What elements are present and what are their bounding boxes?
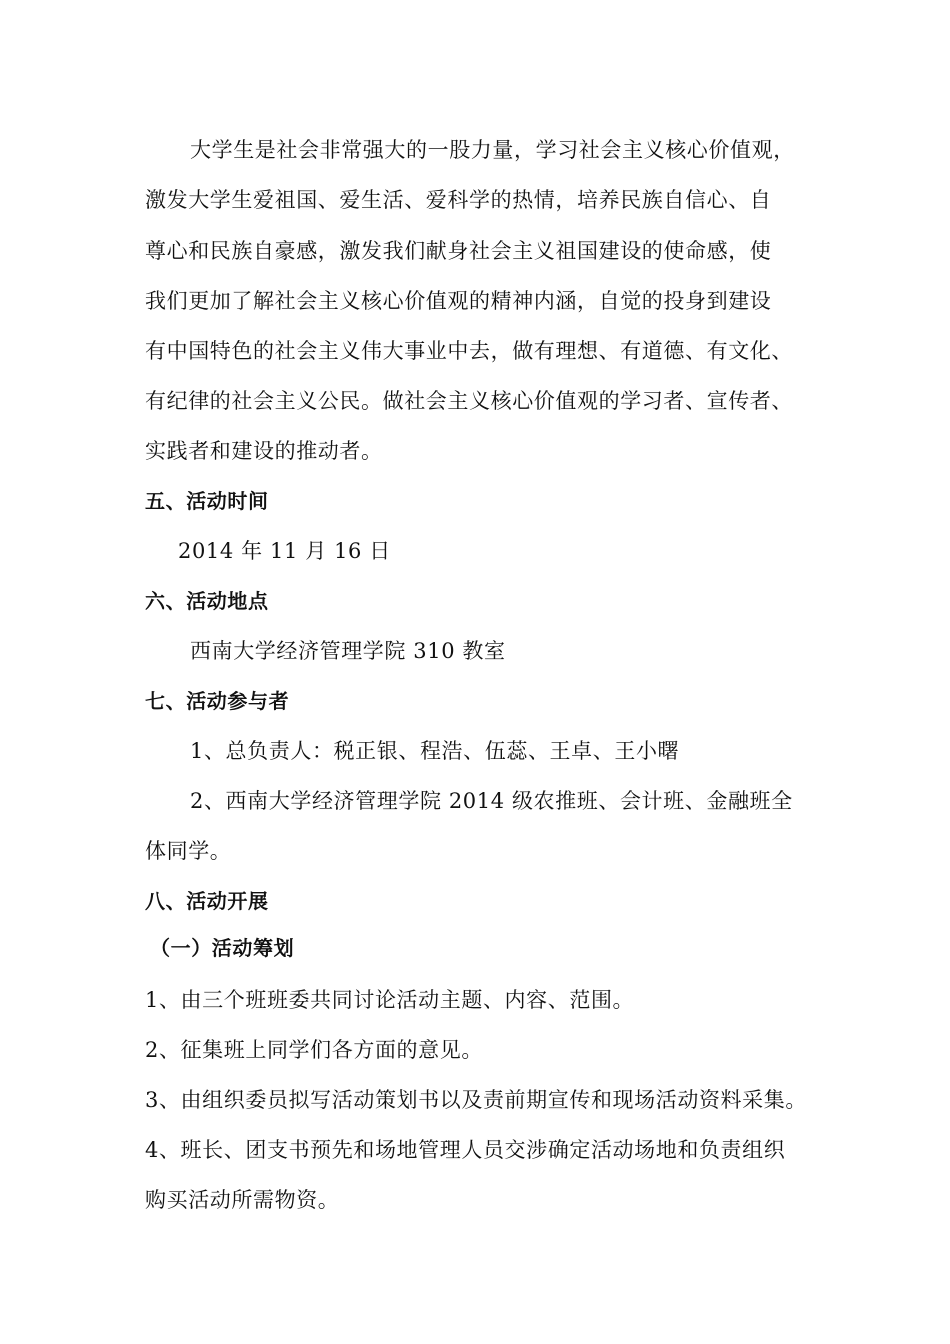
intro-line-5: 有中国特色的社会主义伟大事业中去，做有理想、有道德、有文化、: [145, 339, 793, 363]
planning-item-4-line-2: 购买活动所需物资。: [145, 1188, 340, 1212]
section-heading-time: 五、活动时间: [145, 489, 269, 513]
intro-line-2: 激发大学生爱祖国、爱生活、爱科学的热情，培养民族自信心、自: [145, 188, 772, 212]
participant-item-1: 1、总负责人：税正银、程浩、伍蕊、王卓、王小曙: [190, 739, 680, 763]
planning-item-4-line-1: 4、班长、团支书预先和场地管理人员交涉确定活动场地和负责组织: [145, 1138, 786, 1162]
participant-item-2-line-2: 体同学。: [145, 839, 232, 863]
participant-item-2-line-1: 2、西南大学经济管理学院 2014 级农推班、会计班、金融班全: [190, 789, 793, 813]
intro-line-4: 我们更加了解社会主义核心价值观的精神内涵，自觉的投身到建设: [145, 289, 772, 313]
intro-line-7: 实践者和建设的推动者。: [145, 439, 383, 463]
planning-item-2: 2、征集班上同学们各方面的意见。: [145, 1038, 483, 1062]
intro-line-6: 有纪律的社会主义公民。做社会主义核心价值观的学习者、宣传者、: [145, 389, 793, 413]
planning-item-3: 3、由组织委员拟写活动策划书以及责前期宣传和现场活动资料采集。: [145, 1088, 807, 1112]
activity-date: 2014 年 11 月 16 日: [178, 539, 391, 563]
section-heading-participants: 七、活动参与者: [145, 689, 290, 713]
activity-location: 西南大学经济管理学院 310 教室: [190, 639, 506, 663]
intro-line-3: 尊心和民族自豪感，激发我们献身社会主义祖国建设的使命感，使: [145, 239, 772, 263]
section-heading-activities: 八、活动开展: [145, 889, 269, 913]
intro-line-1: 大学生是社会非常强大的一股力量，学习社会主义核心价值观，: [190, 138, 795, 162]
subsection-heading-planning: （一）活动筹划: [150, 936, 295, 960]
section-heading-location: 六、活动地点: [145, 589, 269, 613]
planning-item-1: 1、由三个班班委共同讨论活动主题、内容、范围。: [145, 988, 635, 1012]
